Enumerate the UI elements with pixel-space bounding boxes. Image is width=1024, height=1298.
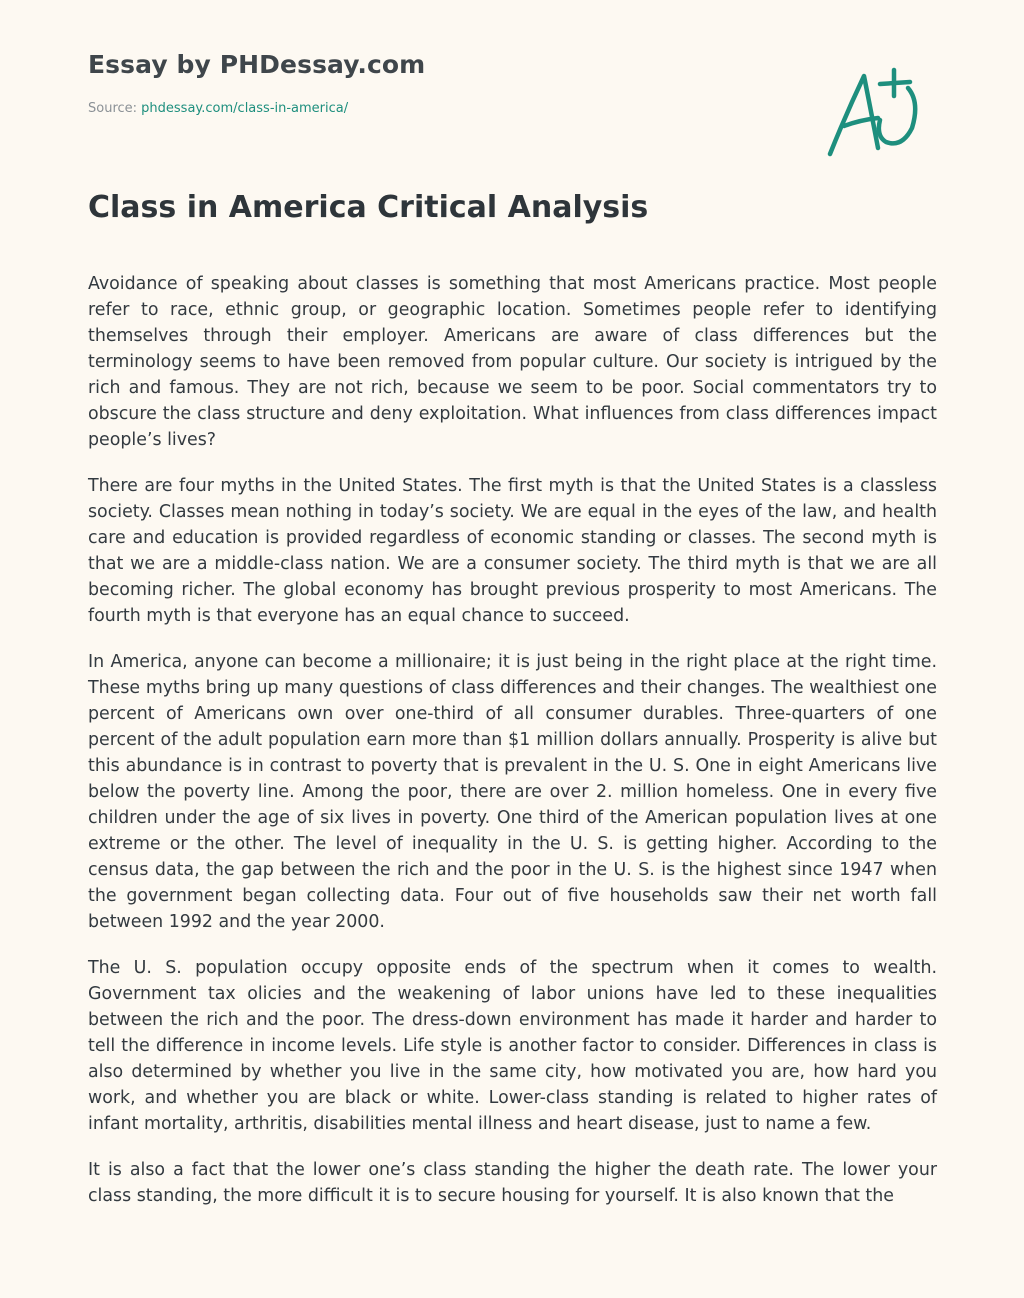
essay-paragraph: Avoidance of speaking about classes is something that most Americans practice. Most people refer to race, ethnic group, or geographic location. Sometimes people refer to identifying themselves through their employer. Americans are aware of class differences but the terminology seems to have been removed from popular culture. Our society is intrigued by the rich and famous. They are not rich, because we seem to be poor. Social commentators try to obscure the class structure and deny exploitation. What influences from class differences impact people’s lives? [88, 274, 937, 450]
essay-title: Class in America Critical Analysis [88, 190, 649, 225]
brand-title: Essay by PHDessay.com [88, 50, 426, 79]
essay-body [88, 271, 937, 1229]
essay-paragraph: In America, anyone can become a millionaire; it is just being in the right place at the right time. These myths bring up many questions of class differences and their changes. The wealthiest one percent of Americans own over one-third of all consumer durables. Three-quarters of one percent of the adult population earn more than $1 million dollars annually. Prosperity is alive but this abundance is in contrast to poverty that is prevalent in the U. S. One in eight Americans live below the poverty line. Among the poor, there are over 2. million homeless. One in every five children under the age of six lives in poverty. One third of the American population lives at one extreme or the other. The level of inequality in the U. S. is getting higher. According to the census data, the gap between the rich and the poor in the U. S. is the highest since 1947 when the government began collecting data. Four out of five households saw their net worth fall between 1992 and the year 2000. [88, 652, 937, 932]
essay-paragraph: The U. S. population occupy opposite ends of the spectrum when it comes to wealth. Government tax olicies and the weakening of labor unions have led to these inequalities between the rich and the poor. The dress-down environment has made it harder and harder to tell the difference in income levels. Life style is another factor to consider. Differences in class is also determined by whether you live in the same city, how motivated you are, how hard you work, and whether you are black or white. Lower-class standing is related to higher rates of infant mortality, arthritis, disabilities mental illness and heart disease, just to name a few. [88, 958, 937, 1134]
essay-paragraph: There are four myths in the United States. The first myth is that the United States is a classless society. Classes mean nothing in today’s society. We are equal in the eyes of the law, and health care and education is provided regardless of economic standing or classes. The second myth is that we are a middle-class nation. We are a consumer society. The third myth is that we are all becoming richer. The global economy has brought previous prosperity to most Americans. The fourth myth is that everyone has an equal chance to succeed. [88, 476, 937, 626]
source-line [88, 101, 348, 116]
source-link[interactable]: phdessay.com/class-in-america/ [141, 101, 349, 116]
source-label: Source: [88, 101, 142, 116]
a-plus-grade-icon [822, 66, 926, 160]
essay-paragraph: It is also a fact that the lower one’s class standing the higher the death rate. The lower your class standing, the more difficult it is to secure housing for yourself. It is also known that the [88, 1160, 937, 1206]
